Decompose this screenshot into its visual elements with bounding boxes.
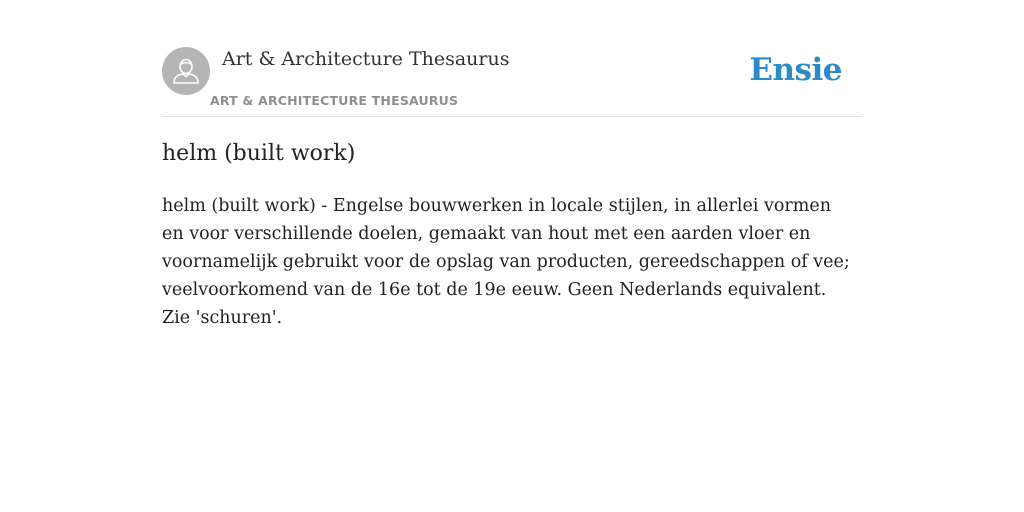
source-subtitle: ART & ARCHITECTURE THESAURUS (210, 93, 459, 108)
user-placeholder-icon (162, 47, 210, 95)
brand-logo-link[interactable]: Ensie (749, 52, 842, 88)
source-title-link[interactable]: Art & Architecture Thesaurus (222, 48, 510, 70)
entry-definition: helm (built work) - Engelse bouwwerken in locale stijlen, in allerlei vormen en voor verschillende doelen, gemaakt van hout met een aarden vloer en voornamelijk gebruikt voor de opslag van producten, gereedschappen of vee; veelvoorkomend van de 16e tot de 19e eeuw. Geen Nederlands equivalent. Zie 'schuren'. (162, 196, 850, 328)
entry-title: helm (built work) (162, 141, 356, 166)
header (162, 47, 862, 117)
avatar[interactable] (162, 47, 210, 95)
